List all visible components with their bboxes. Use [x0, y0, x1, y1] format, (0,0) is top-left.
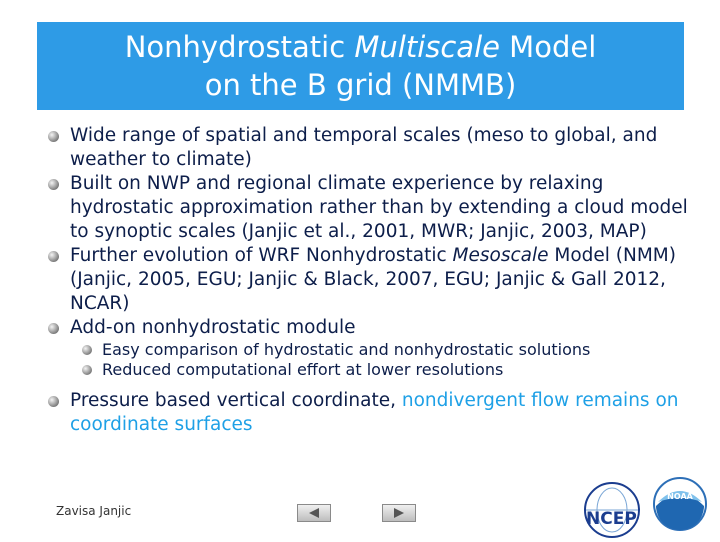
- title-italic: Multiscale: [354, 30, 500, 64]
- previous-slide-button[interactable]: [297, 504, 331, 522]
- sub-bullet-effort: Reduced computational effort at lower resolutions: [48, 360, 688, 380]
- bullet-dot-icon: [48, 323, 59, 334]
- arrow-right-icon: [383, 505, 415, 521]
- bullet-pressure: Pressure based vertical coordinate, nondivergent flow remains on coordinate surfaces: [48, 389, 688, 437]
- next-slide-button[interactable]: [382, 504, 416, 522]
- bullet-module: Add-on nonhydrostatic module: [48, 316, 688, 340]
- logos: [576, 476, 718, 538]
- sub-bullet-dot-icon: [82, 345, 92, 355]
- accent-text: nondivergent flow remains on coordinate surfaces: [70, 390, 679, 435]
- bullet-evolution: Further evolution of WRF Nonhydrostatic Mesoscale Model (NMM) (Janjic, 2005, EGU; Janjic & Black, 2007, EGU; Janjic & Gall 2012, NCAR): [48, 244, 688, 316]
- noaa-logo: [654, 478, 706, 530]
- logo-area: [576, 476, 718, 542]
- sub-bullet-dot-icon: [82, 365, 92, 375]
- svg-text:NCEP: NCEP: [586, 509, 637, 529]
- bullet-dot-icon: [48, 251, 59, 262]
- arrow-left-icon: [298, 505, 330, 521]
- bullet-dot-icon: [48, 396, 59, 407]
- title-line-2: on the B grid (NMMB): [204, 68, 517, 102]
- ncep-logo: [585, 483, 639, 537]
- bullet-nwp: Built on NWP and regional climate experience by relaxing hydrostatic approximation rather than by extending a cloud model to synoptic scales (Janjic et al., 2001, MWR; Janjic, 2003, MAP): [48, 172, 688, 244]
- sub-bullet-comparison: Easy comparison of hydrostatic and nonhydrostatic solutions: [48, 340, 688, 360]
- bullet-list: [48, 124, 688, 437]
- bullet-dot-icon: [48, 131, 59, 142]
- bullet-scales: Wide range of spatial and temporal scales (meso to global, and weather to climate): [48, 124, 688, 172]
- title-line-1: Nonhydrostatic Multiscale Model: [124, 30, 597, 64]
- slide-title: [37, 22, 684, 110]
- footer-author: Zavisa Janjic: [56, 504, 132, 518]
- bullet-dot-icon: [48, 179, 59, 190]
- svg-text:NOAA: NOAA: [667, 492, 693, 501]
